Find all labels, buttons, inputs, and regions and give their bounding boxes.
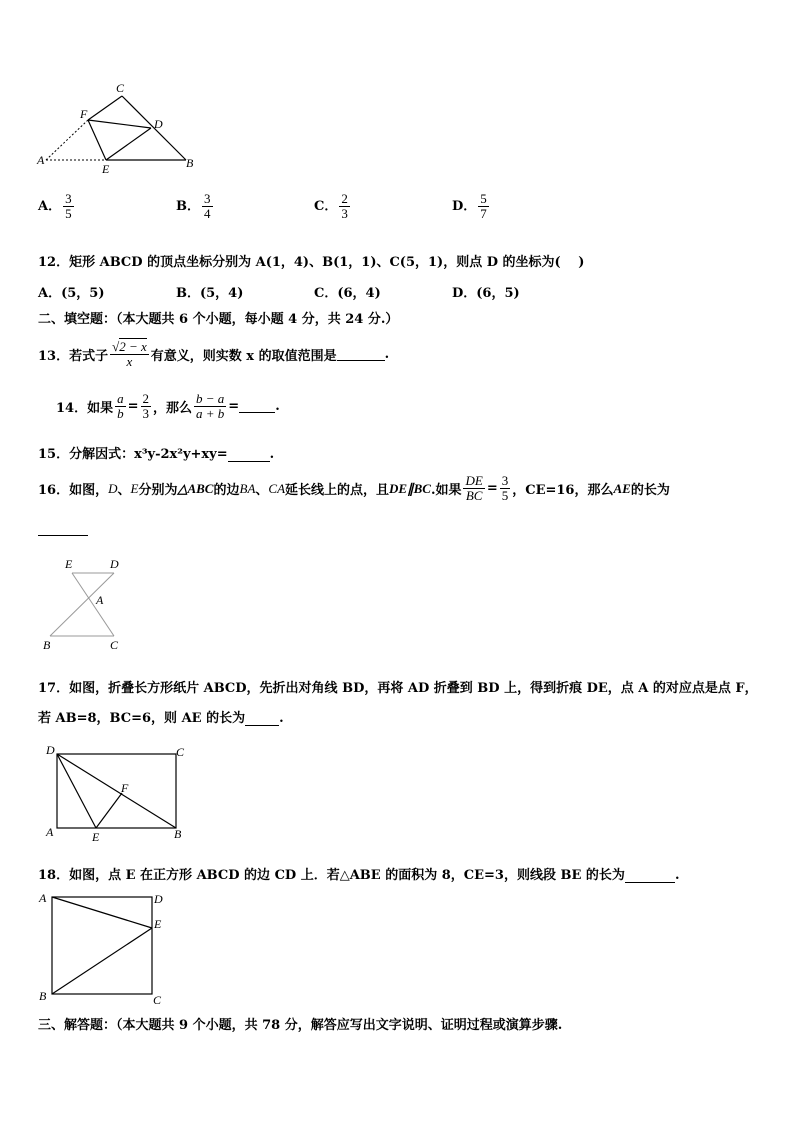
answer-blank-16[interactable] [38, 523, 88, 536]
label-E: E [102, 162, 110, 176]
answer-blank-18[interactable] [625, 870, 675, 883]
label-A: A [37, 153, 45, 167]
q12-option-b[interactable]: B．(5，4) [176, 286, 244, 301]
label-B: B [43, 638, 51, 652]
label-B: B [39, 989, 47, 1003]
label-D: D [154, 892, 163, 906]
q12-option-d[interactable]: D．(6，5) [452, 286, 520, 301]
figure-q17 [40, 740, 190, 844]
answer-blank-13[interactable] [337, 348, 385, 361]
q11-option-a[interactable]: A． $\frac{3}{5}$ [38, 191, 72, 221]
label-C: C [116, 81, 125, 95]
label-E: E [92, 830, 100, 844]
q12-option-c[interactable]: C．(6，4) [314, 286, 381, 301]
question-18: 18．如图，点 E 在正方形 ABCD 的边 CD 上．若△ABE 的面积为 8，CE=3，则线段 BE 的长为 . [38, 868, 680, 883]
question-17-line2: 若 AB=8，BC=6，则 AE 的长为 . [38, 711, 284, 726]
figure-q18 [36, 890, 176, 1008]
label-D: D [110, 557, 119, 571]
label-F: F [121, 781, 129, 795]
answer-blank-14[interactable] [239, 400, 275, 413]
question-12: 12．矩形 ABCD 的顶点坐标分别为 A(1，4)、B(1，1)、C(5，1)，则点 D 的坐标为( ) [38, 255, 585, 270]
question-16: 16．如图， D 、 E 分别为 △ABC 的边 BA 、 CA 延长线上的点，且 DE∥BC .如果 $\frac{DE}{BC}$ = $\frac{3}{5}$ ，CE=16，那么 AE 的长为 [38, 473, 670, 503]
section-2-heading: 二、填空题：（本大题共 6 个小题，每小题 4 分，共 24 分.） [38, 312, 399, 327]
figure-q16 [40, 556, 140, 656]
label-D: D [154, 117, 163, 131]
question-14: 14．如果 $\frac{a}{b}$ = $\frac{2}{3}$ ，那么 $\frac{b - a}{a + b}$ = . [56, 391, 280, 421]
label-A: A [39, 891, 47, 905]
q11-option-d[interactable]: D． $\frac{5}{7}$ [452, 191, 487, 221]
section-3-heading: 三、解答题：（本大题共 9 个小题，共 78 分，解答应写出文字说明、证明过程或演算步骤. [38, 1018, 563, 1033]
answer-blank-17[interactable] [245, 713, 279, 726]
label-A: A [46, 825, 54, 839]
answer-blank-15[interactable] [228, 449, 270, 462]
q12-option-a[interactable]: A．(5，5) [38, 286, 105, 301]
question-15: 15．分解因式：x³y-2x²y+xy= . [38, 447, 275, 462]
label-D: D [46, 743, 55, 757]
question-13: 13．若式子 $\frac{√2 - x}{x}$ 有意义，则实数 x 的取值范围是 . [38, 339, 390, 369]
q11-option-c[interactable]: C． $\frac{2}{3}$ [314, 191, 348, 221]
figure-q11 [34, 78, 204, 178]
label-E: E [65, 557, 73, 571]
label-C: C [110, 638, 119, 652]
label-A: A [96, 593, 104, 607]
label-F: F [80, 107, 88, 121]
q11-option-b[interactable]: B． $\frac{3}{4}$ [176, 191, 211, 221]
label-C: C [153, 993, 162, 1007]
question-17-line1: 17．如图，折叠长方形纸片 ABCD，先折出对角线 BD，再将 AD 折叠到 BD 上，得到折痕 DE，点 A 的对应点是点 F， [38, 681, 758, 696]
label-E: E [154, 917, 162, 931]
label-B: B [174, 827, 182, 841]
label-C: C [176, 745, 185, 759]
label-B: B [186, 156, 194, 170]
